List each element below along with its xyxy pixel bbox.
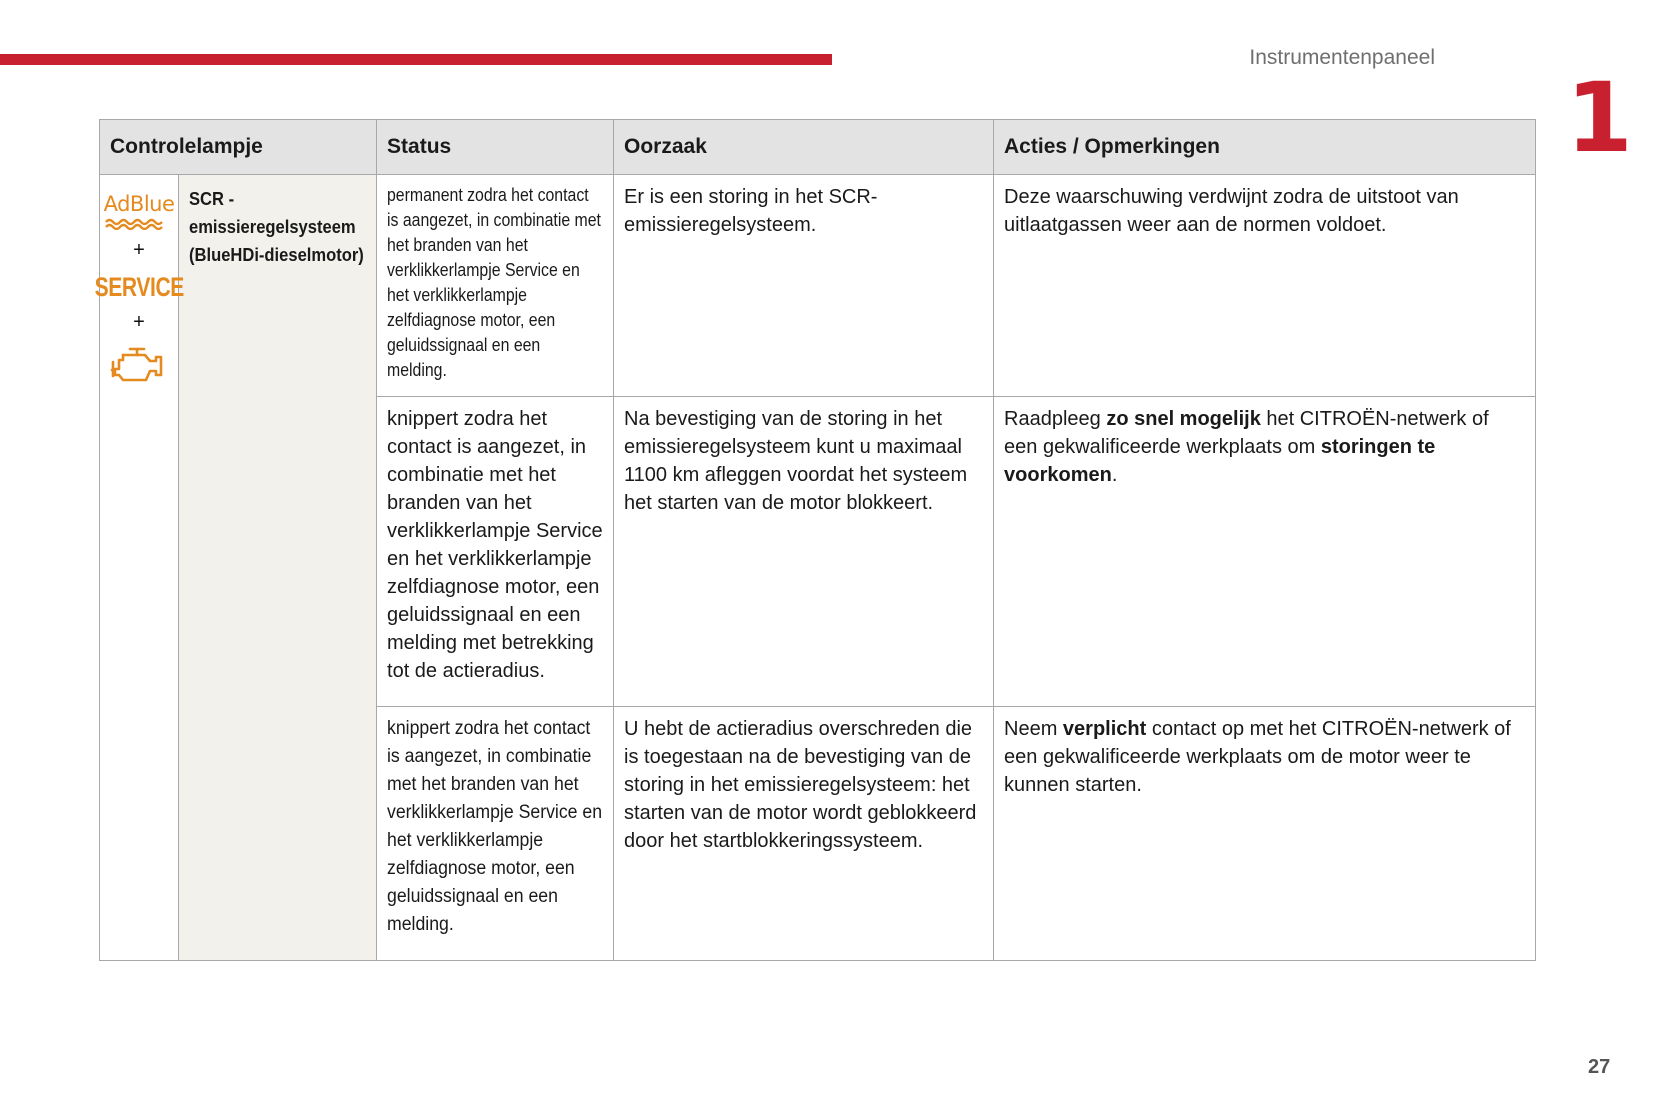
status-cell xyxy=(377,707,614,961)
column-header-cause: Oorzaak xyxy=(614,120,994,175)
status-text: knippert zodra het contact is aangezet, in combinatie met het branden van het verklikkerlampje Service en het verklikkerlampje zelfdiagnose motor, een geluidssignaal en een melding. xyxy=(387,718,603,935)
status-cell xyxy=(377,175,614,397)
lamp-icons-cell xyxy=(94,175,184,961)
lamp-name: SCR - emissieregelsysteem (BlueHDi-dieselmotor) xyxy=(189,189,364,265)
table-row xyxy=(100,175,1536,397)
section-title: Instrumentenpaneel xyxy=(1249,46,1435,69)
action-text: contact op met het CITROËN-netwerk of een gekwalificeerde werkplaats om de motor weer te kunnen starten. xyxy=(1004,718,1511,796)
action-text: Raadpleeg xyxy=(1004,408,1107,430)
action-text: Neem xyxy=(1004,718,1063,740)
adblue-wave-icon xyxy=(104,218,166,230)
header-accent-bar xyxy=(0,54,832,65)
table-header-row xyxy=(100,120,1536,175)
adblue-label: AdBlue xyxy=(103,192,175,216)
chapter-number: 1 xyxy=(1566,62,1633,174)
adblue-icon xyxy=(104,192,175,230)
action-cell xyxy=(994,707,1536,961)
action-text: . xyxy=(1111,464,1118,486)
action-cell xyxy=(994,397,1536,707)
column-header-actions: Acties / Opmerkingen xyxy=(994,120,1536,175)
status-text: knippert zodra het contact is aangezet, in combinatie met het branden van het verklikkerlampje Service en het verklikkerlampje zelfdiagnose motor, een geluidssignaal en een melding met betrekking tot de actieradius. xyxy=(387,408,603,682)
lamp-name-cell xyxy=(179,175,377,961)
status-cell xyxy=(377,397,614,707)
column-header-status: Status xyxy=(377,120,614,175)
plus-sign: + xyxy=(133,311,145,333)
column-header-lamp: Controlelampje xyxy=(100,120,377,175)
warning-lamp-table xyxy=(94,119,1536,961)
action-emphasis: storingen te voorkomen xyxy=(1004,436,1436,486)
service-icon: SERVICE xyxy=(94,272,184,302)
action-emphasis: zo snel mogelijk xyxy=(1106,408,1261,430)
engine-check-icon xyxy=(110,346,168,386)
cause-cell: Er is een storing in het SCR-emissieregelsysteem. xyxy=(614,175,994,397)
action-emphasis: verplicht xyxy=(1062,718,1147,740)
action-cell xyxy=(994,175,1536,397)
cause-cell: U hebt de actieradius overschreden die is toegestaan na de bevestiging van de storing in het emissieregelsysteem: het starten van de motor wordt geblokkeerd door het startblokkeringssysteem. xyxy=(614,707,994,961)
action-text: Deze waarschuwing verdwijnt zodra de uitstoot van uitlaatgassen weer aan de normen voldoet. xyxy=(1004,186,1459,236)
plus-sign: + xyxy=(133,239,145,261)
action-text: het CITROËN-netwerk of een gekwalificeerde werkplaats om xyxy=(1004,408,1489,458)
cause-cell: Na bevestiging van de storing in het emissieregelsysteem kunt u maximaal 1100 km afleggen voordat het systeem het starten van de motor blokkeert. xyxy=(614,397,994,707)
status-text: permanent zodra het contact is aangezet, in combinatie met het branden van het verklikkerlampje Service en het verklikkerlampje zelfdiagnose motor, een geluidssignaal en een melding. xyxy=(387,185,601,380)
page-number: 27 xyxy=(1588,1056,1611,1078)
